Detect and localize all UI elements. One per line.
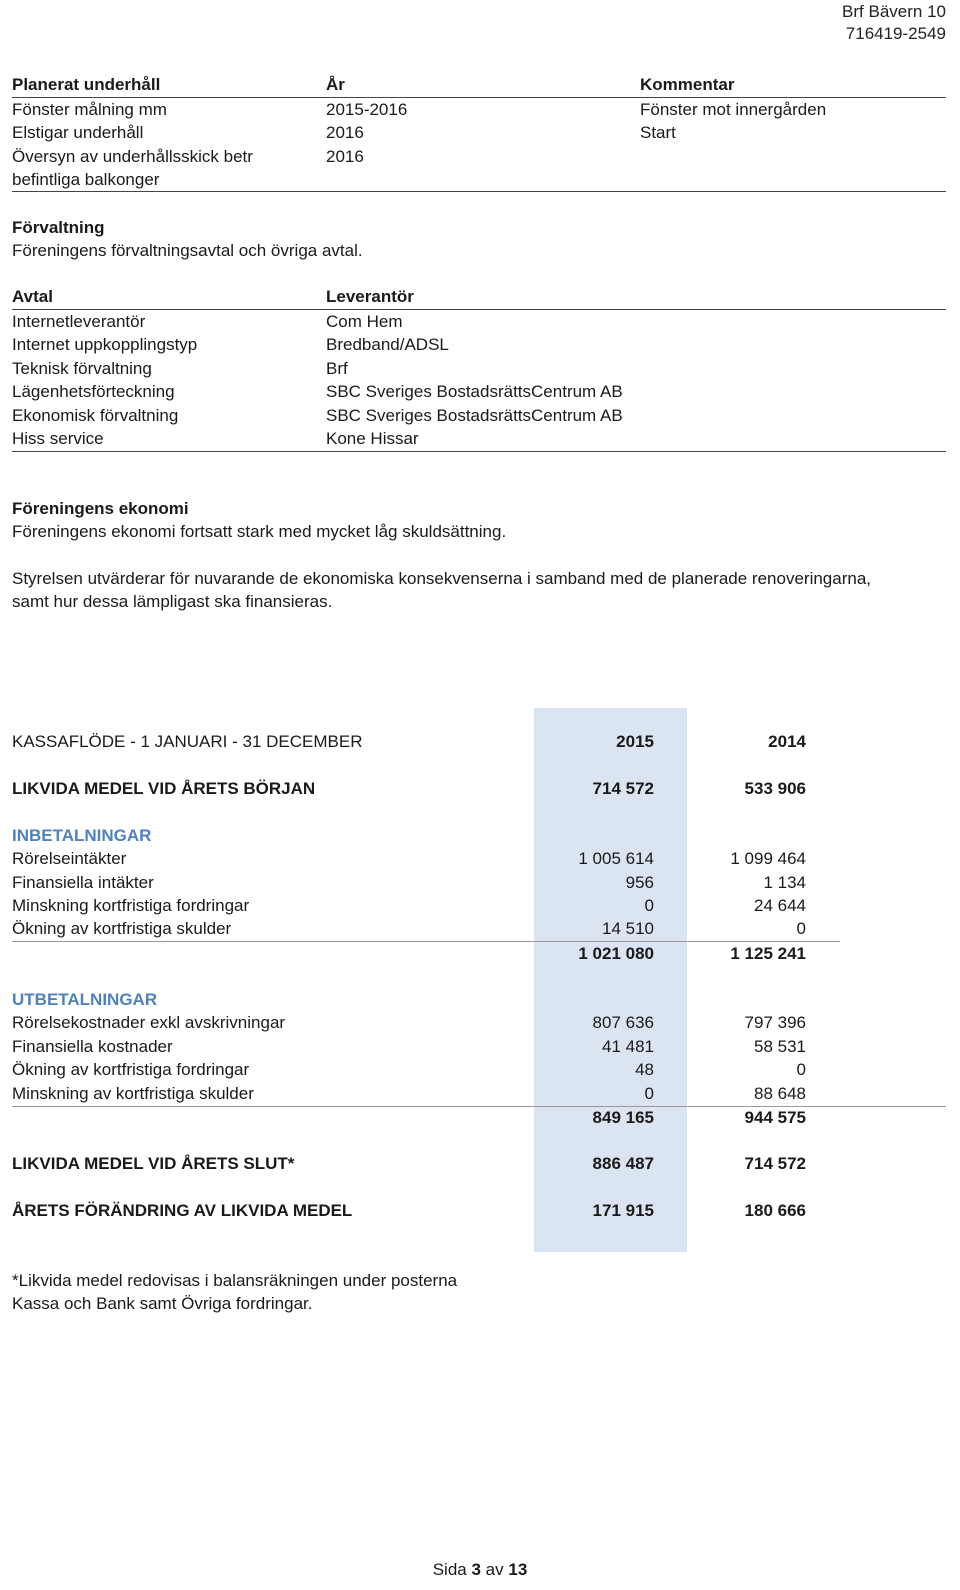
outflows-total-2015: 849 165	[592, 1108, 654, 1127]
agreements-header-rule	[12, 309, 946, 310]
inflow-2014: 1 099 464	[730, 849, 806, 868]
agreement-name: Internetleverantör	[12, 312, 146, 331]
agreement-name: Lägenhetsförteckning	[12, 382, 175, 401]
inflows-heading: INBETALNINGAR	[12, 826, 152, 845]
agreement-name: Teknisk förvaltning	[12, 359, 152, 378]
maintenance-year: 2016	[326, 123, 364, 142]
outflow-label: Rörelsekostnader exkl avskrivningar	[12, 1013, 286, 1032]
outflow-2014: 0	[796, 1060, 806, 1079]
agreement-supplier: Brf	[326, 359, 348, 378]
maintenance-year: 2015-2016	[326, 100, 408, 119]
inflow-label: Finansiella intäkter	[12, 873, 154, 892]
agreement-supplier: Com Hem	[326, 312, 403, 331]
cashflow-title: KASSAFLÖDE - 1 JANUARI - 31 DECEMBER	[12, 732, 363, 751]
inflows-total-2015: 1 021 080	[578, 944, 654, 963]
page-number	[0, 1558, 960, 1581]
outflow-2014: 797 396	[744, 1013, 806, 1032]
outflow-label: Finansiella kostnader	[12, 1037, 173, 1056]
agreements-col-agreement: Avtal	[12, 287, 53, 306]
org-number: 716419-2549	[845, 24, 946, 43]
maintenance-col-item: Planerat underhåll	[12, 75, 161, 94]
outflow-2014: 58 531	[754, 1037, 806, 1056]
outflow-2015: 807 636	[592, 1013, 654, 1032]
footnote-cont: Kassa och Bank samt Övriga fordringar.	[12, 1294, 313, 1313]
maintenance-year: 2016	[326, 147, 364, 166]
inflow-label: Minskning kortfristiga fordringar	[12, 896, 250, 915]
agreement-supplier: SBC Sveriges BostadsrättsCentrum AB	[326, 406, 623, 425]
inflow-2015: 956	[625, 873, 654, 892]
management-intro: Föreningens förvaltningsavtal och övriga avtal.	[12, 241, 363, 260]
agreement-name: Ekonomisk förvaltning	[12, 406, 179, 425]
agreement-supplier: Kone Hissar	[326, 429, 419, 448]
org-name: Brf Bävern 10	[842, 2, 946, 21]
outflow-2015: 48	[635, 1060, 654, 1079]
inflow-label: Ökning av kortfristiga skulder	[12, 919, 232, 938]
change-2015: 171 915	[592, 1201, 654, 1220]
inflow-2015: 1 005 614	[578, 849, 654, 868]
maintenance-item: Elstigar underhåll	[12, 123, 144, 142]
opening-2014: 533 906	[744, 779, 806, 798]
inflow-2014: 1 134	[763, 873, 806, 892]
agreement-supplier: Bredband/ADSL	[326, 335, 449, 354]
page-total: 13	[508, 1560, 528, 1579]
page-current: 3	[471, 1560, 481, 1579]
agreement-supplier: SBC Sveriges BostadsrättsCentrum AB	[326, 382, 623, 401]
inflow-label: Rörelseintäkter	[12, 849, 127, 868]
outflow-2015: 0	[644, 1084, 654, 1103]
agreement-name: Hiss service	[12, 429, 104, 448]
economy-paragraph: Styrelsen utvärderar för nuvarande de ekonomiska konsekvenserna i samband med de planerade renoveringarna,	[12, 569, 872, 588]
opening-2015: 714 572	[592, 779, 654, 798]
outflow-2014: 88 648	[754, 1084, 806, 1103]
agreements-col-supplier: Leverantör	[326, 287, 414, 306]
inflow-2014: 0	[796, 919, 806, 938]
management-heading: Förvaltning	[12, 218, 105, 237]
closing-label: LIKVIDA MEDEL VID ÅRETS SLUT*	[12, 1154, 295, 1173]
maintenance-col-comment: Kommentar	[640, 75, 735, 94]
maintenance-item-cont: befintliga balkonger	[12, 170, 160, 189]
year-prior: 2014	[768, 732, 806, 751]
outflow-2015: 41 481	[602, 1037, 654, 1056]
outflows-heading: UTBETALNINGAR	[12, 990, 158, 1009]
year-current: 2015	[616, 732, 654, 751]
maintenance-item: Fönster målning mm	[12, 100, 167, 119]
closing-2014: 714 572	[744, 1154, 806, 1173]
closing-2015: 886 487	[592, 1154, 654, 1173]
maintenance-col-year: År	[326, 75, 345, 94]
maintenance-item: Översyn av underhållsskick betr	[12, 147, 253, 166]
page-separator: av	[485, 1560, 504, 1579]
maintenance-comment: Fönster mot innergården	[640, 100, 827, 119]
outflow-label: Minskning av kortfristiga skulder	[12, 1084, 254, 1103]
economy-paragraph: Föreningens ekonomi fortsatt stark med mycket låg skuldsättning.	[12, 522, 507, 541]
change-2014: 180 666	[744, 1201, 806, 1220]
outflow-label: Ökning av kortfristiga fordringar	[12, 1060, 250, 1079]
outflows-total-2014: 944 575	[744, 1108, 806, 1127]
change-label: ÅRETS FÖRÄNDRING AV LIKVIDA MEDEL	[12, 1201, 353, 1220]
economy-heading: Föreningens ekonomi	[12, 499, 189, 518]
inflow-2015: 0	[644, 896, 654, 915]
inflows-total-2014: 1 125 241	[730, 944, 806, 963]
page-prefix: Sida	[432, 1560, 467, 1579]
economy-paragraph-cont: samt hur dessa lämpligast ska finansieras.	[12, 592, 333, 611]
maintenance-bottom-rule	[12, 191, 946, 192]
inflow-2014: 24 644	[754, 896, 806, 915]
opening-label: LIKVIDA MEDEL VID ÅRETS BÖRJAN	[12, 779, 316, 798]
maintenance-comment: Start	[640, 123, 676, 142]
agreements-bottom-rule	[12, 451, 946, 452]
footnote: *Likvida medel redovisas i balansräkningen under posterna	[12, 1271, 458, 1290]
agreement-name: Internet uppkopplingstyp	[12, 335, 198, 354]
inflow-2015: 14 510	[602, 919, 654, 938]
